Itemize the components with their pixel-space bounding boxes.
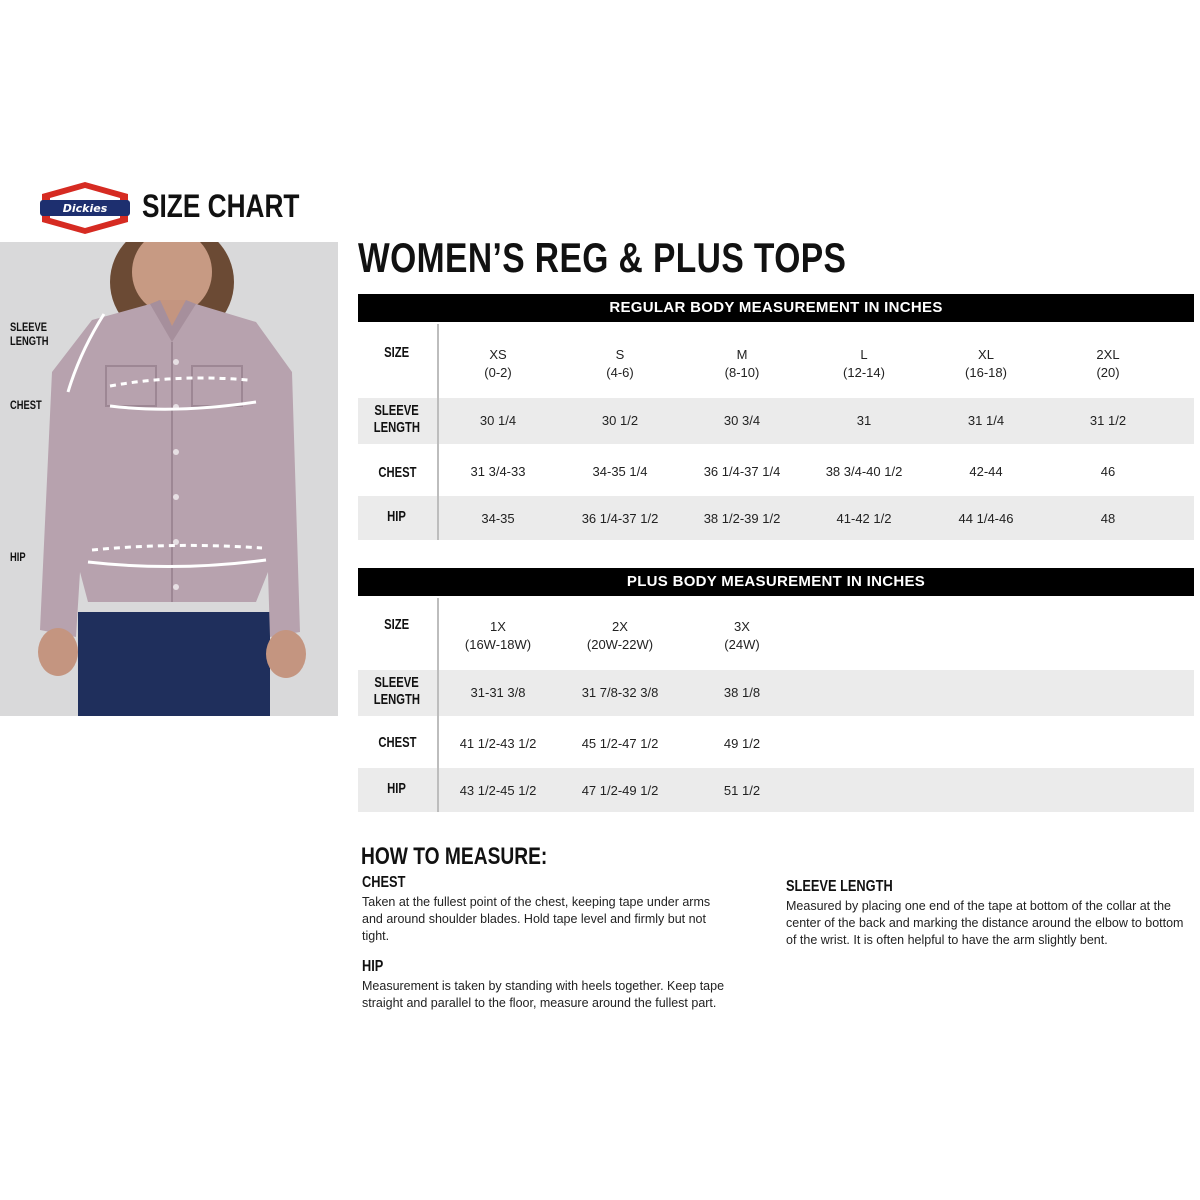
plus-size-label: SIZE xyxy=(384,616,410,633)
plus-hip-label: HIP xyxy=(387,780,407,797)
plus-sleeve-cell: 31-31 3/8 xyxy=(470,685,526,700)
size-name: XS xyxy=(489,347,507,362)
regular-sleeve-cell: 30 3/4 xyxy=(723,413,761,428)
sleeve-length-instructions: Measured by placing one end of the tape at bottom of the collar at the center of the back and marking the distance around the elbow to bottom of the wrist. It is often helpful to have the arm slightly bent. xyxy=(786,899,1184,947)
regular-size-label: SIZE xyxy=(384,344,410,361)
hip-heading: HIP xyxy=(362,958,384,975)
plus-chest-cell: 45 1/2-47 1/2 xyxy=(581,736,659,751)
plus-size-header xyxy=(677,618,807,654)
size-range: (4-6) xyxy=(606,365,634,380)
size-name: 2XL xyxy=(1096,347,1120,362)
hip-instructions: Measurement is taken by standing with heels together. Keep tape straight and parallel to the floor, measure around the fullest part. xyxy=(362,979,725,1010)
chest-heading: CHEST xyxy=(362,874,406,891)
regular-hip-label: HIP xyxy=(387,508,407,525)
sleeve-length-label: SLEEVE LENGTH xyxy=(10,320,49,348)
size-range: (12-14) xyxy=(843,365,885,380)
regular-chest-cell: 36 1/4-37 1/4 xyxy=(703,464,781,479)
model-photo xyxy=(0,242,338,716)
regular-size-header xyxy=(555,346,685,382)
sleeve-length-heading: SLEEVE LENGTH xyxy=(786,878,893,895)
regular-sleeve-label: SLEEVE LENGTH xyxy=(373,402,421,436)
chest-instructions: Taken at the fullest point of the chest, keeping tape under arms and around shoulder blades. Hold tape level and firmly but not tight. xyxy=(362,895,711,943)
dickies-logo xyxy=(38,178,132,238)
regular-size-header xyxy=(677,346,807,382)
regular-sleeve-cell: 31 1/2 xyxy=(1089,413,1127,428)
plus-hip-cell: 51 1/2 xyxy=(723,783,761,798)
chest-label: CHEST xyxy=(10,398,42,412)
size-range: (16-18) xyxy=(965,365,1007,380)
plus-hip-cell: 43 1/2-45 1/2 xyxy=(459,783,537,798)
size-name: M xyxy=(736,347,748,362)
plus-hip-cell: 47 1/2-49 1/2 xyxy=(581,783,659,798)
size-range: (20W-22W) xyxy=(586,637,654,652)
regular-hip-cell: 44 1/4-46 xyxy=(958,511,1014,526)
regular-sleeve-cell: 31 1/4 xyxy=(967,413,1005,428)
size-name: 1X xyxy=(490,619,506,634)
regular-size-header xyxy=(799,346,929,382)
size-range: (24W) xyxy=(724,637,760,652)
size-name: 3X xyxy=(734,619,750,634)
regular-size-header xyxy=(433,346,563,382)
regular-chest-cell: 31 3/4-33 xyxy=(470,464,526,479)
plus-size-header xyxy=(433,618,563,654)
plus-sleeve-label: SLEEVE LENGTH xyxy=(373,674,421,708)
plus-size-header xyxy=(555,618,685,654)
regular-size-header xyxy=(1043,346,1173,382)
regular-chest-cell: 34-35 1/4 xyxy=(592,464,648,479)
page-title: WOMEN’S REG & PLUS TOPS xyxy=(358,234,847,281)
size-name: 2X xyxy=(612,619,628,634)
plus-chest-cell: 49 1/2 xyxy=(723,736,761,751)
regular-chest-cell: 38 3/4-40 1/2 xyxy=(825,464,903,479)
regular-table-heading: REGULAR BODY MEASUREMENT IN INCHES xyxy=(358,294,1194,322)
regular-sleeve-cell: 30 1/2 xyxy=(601,413,639,428)
size-name: L xyxy=(860,347,868,362)
size-name: XL xyxy=(978,347,994,362)
regular-chest-cell: 42-44 xyxy=(969,464,1003,479)
plus-chest-label: CHEST xyxy=(377,734,417,751)
regular-hip-cell: 41-42 1/2 xyxy=(836,511,892,526)
regular-chest-cell: 46 xyxy=(1100,464,1116,479)
regular-size-header xyxy=(921,346,1051,382)
regular-hip-cell: 48 xyxy=(1100,511,1116,526)
regular-hip-cell: 34-35 xyxy=(481,511,515,526)
regular-hip-cell: 38 1/2-39 1/2 xyxy=(703,511,781,526)
plus-sleeve-cell: 31 7/8-32 3/8 xyxy=(581,685,659,700)
size-range: (0-2) xyxy=(484,365,512,380)
size-range: (8-10) xyxy=(724,365,760,380)
plus-chest-cell: 41 1/2-43 1/2 xyxy=(459,736,537,751)
size-chart-title: SIZE CHART xyxy=(142,188,300,224)
regular-chest-label: CHEST xyxy=(377,464,417,481)
shirt-illustration xyxy=(0,242,338,716)
size-range: (16W-18W) xyxy=(464,637,532,652)
plus-sleeve-cell: 38 1/8 xyxy=(723,685,761,700)
size-name: S xyxy=(615,347,625,362)
plus-table-heading: PLUS BODY MEASUREMENT IN INCHES xyxy=(358,568,1194,596)
regular-hip-cell: 36 1/4-37 1/2 xyxy=(581,511,659,526)
how-to-measure-title: HOW TO MEASURE: xyxy=(361,843,548,870)
svg-text:Dickies: Dickies xyxy=(62,202,108,215)
regular-sleeve-cell: 30 1/4 xyxy=(479,413,517,428)
size-range: (20) xyxy=(1096,365,1120,380)
regular-sleeve-cell: 31 xyxy=(856,413,872,428)
hip-label: HIP xyxy=(10,550,26,564)
